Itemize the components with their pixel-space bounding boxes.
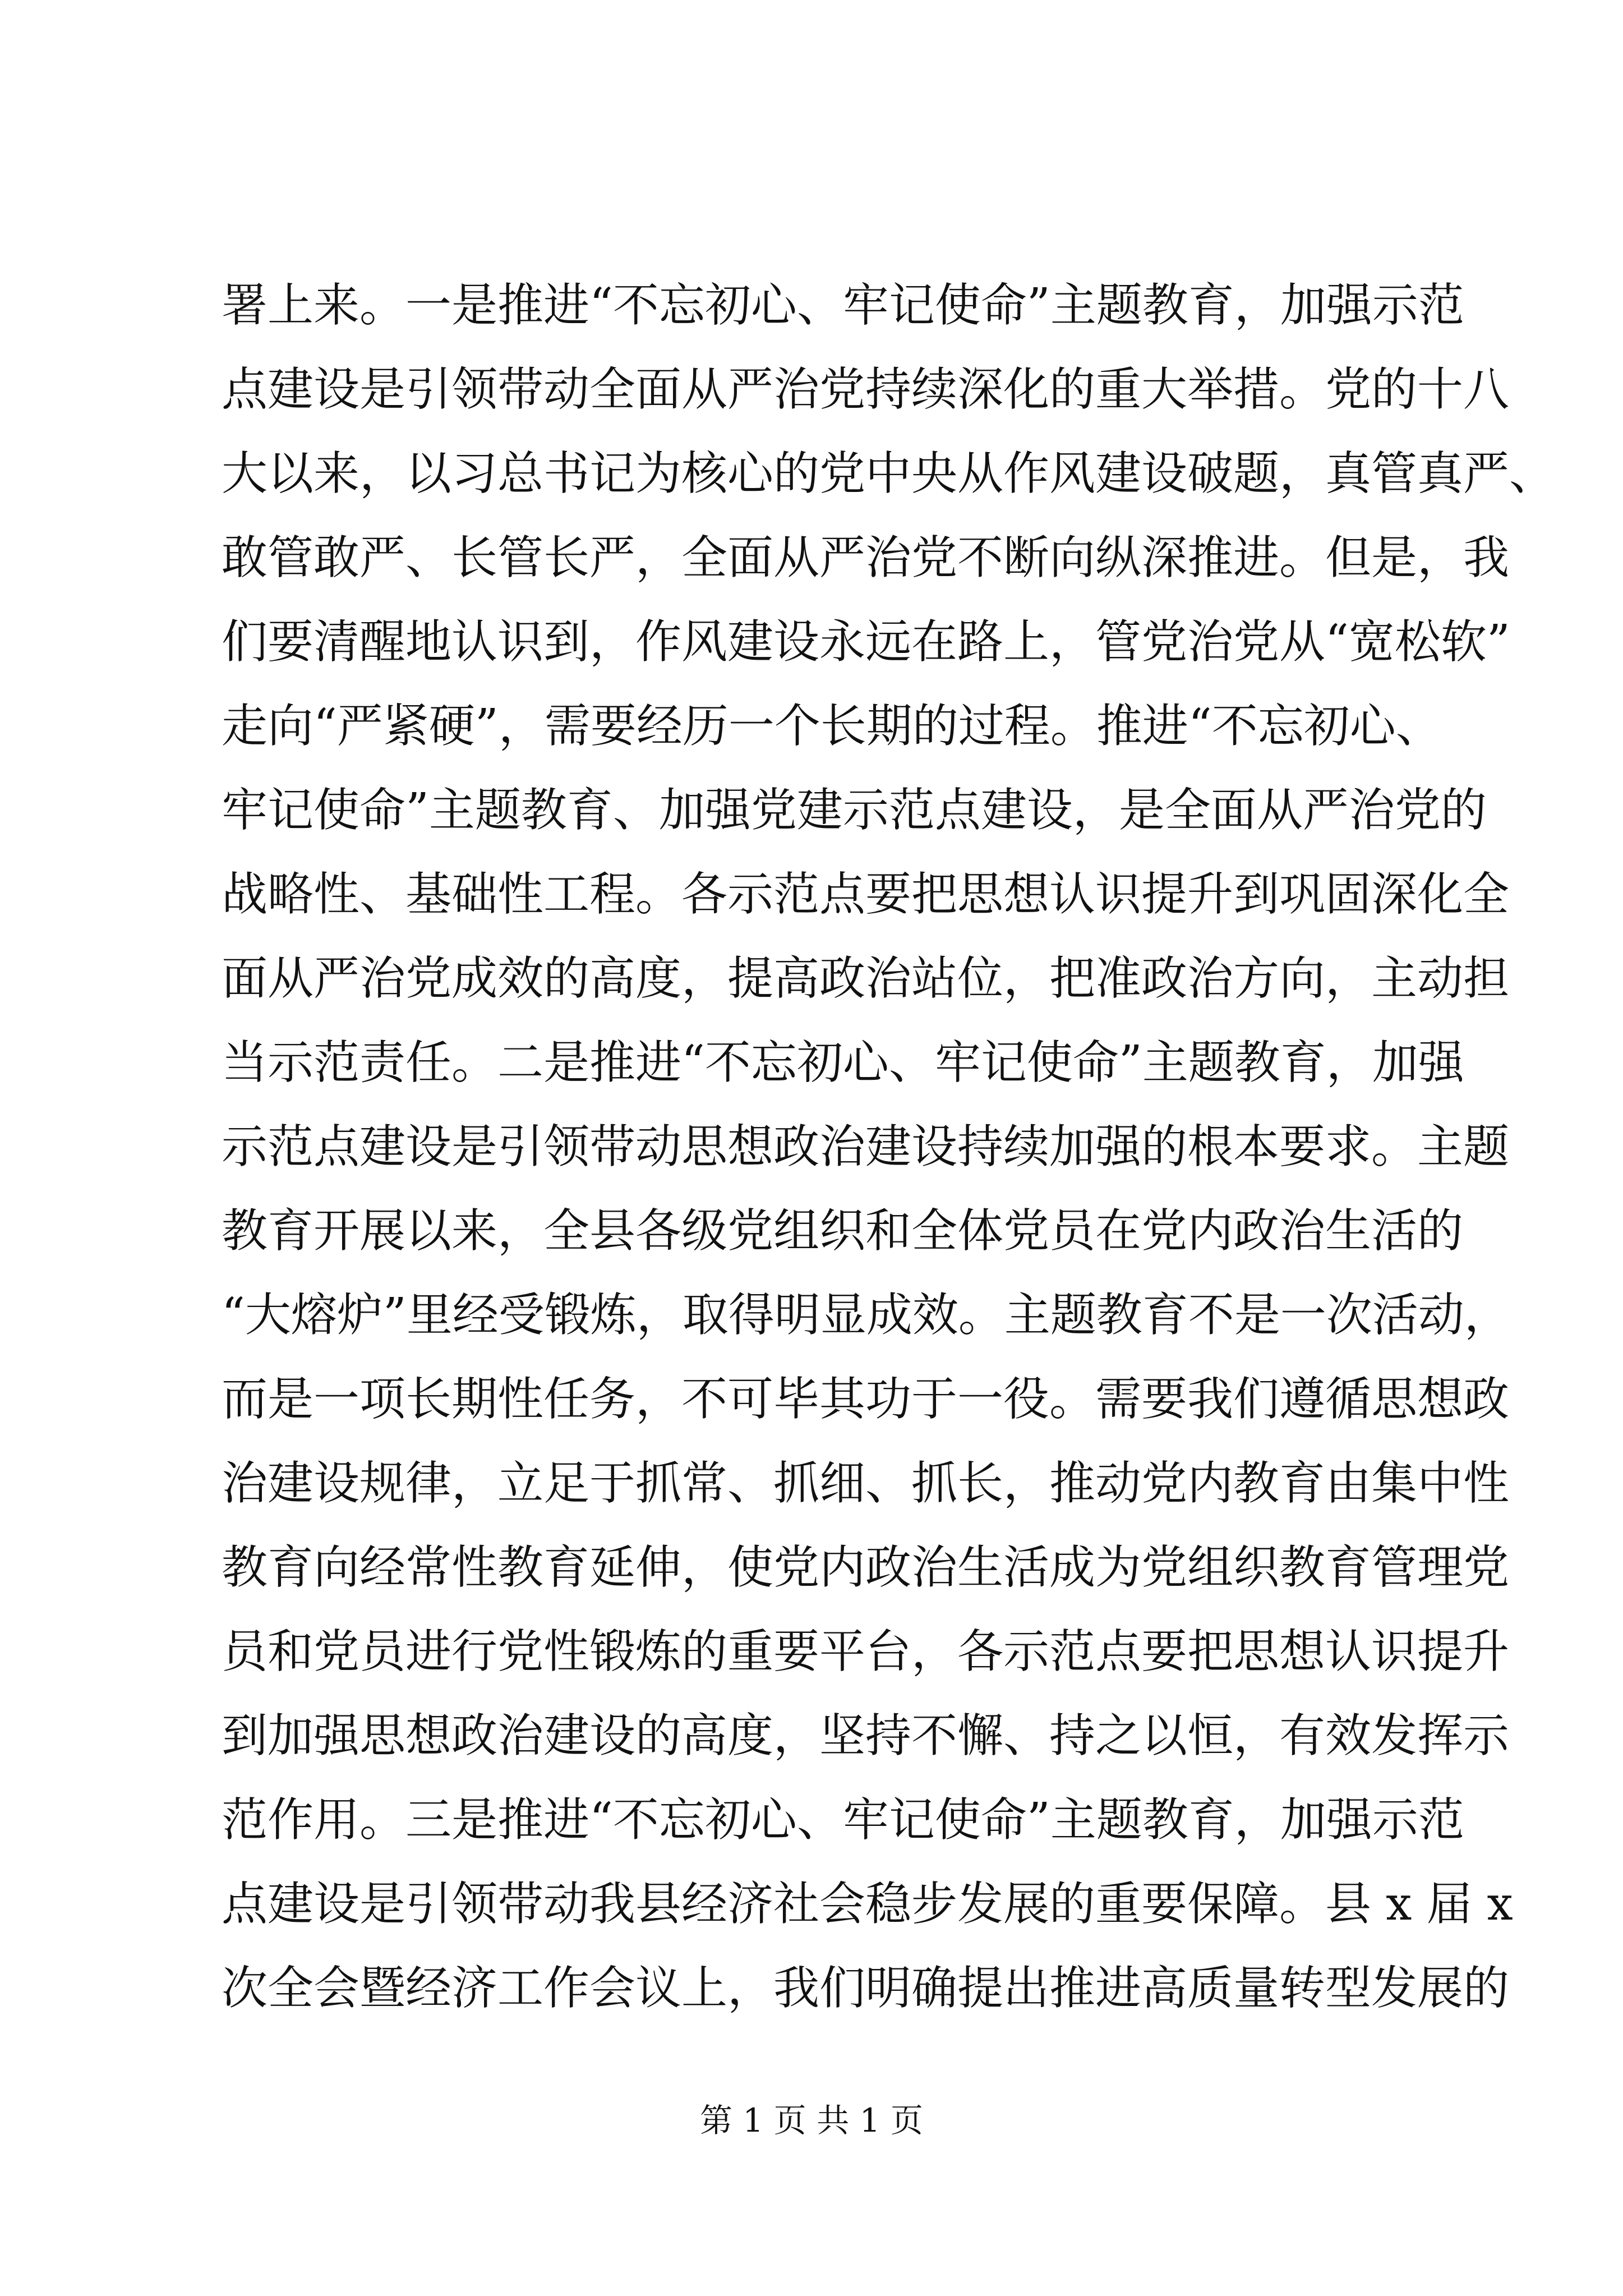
text-line: 治建设规律，立足于抓常、抓细、抓长，推动党内教育由集中性 — [222, 1457, 1510, 1510]
text-line: 次全会暨经济工作会议上，我们明确提出推进高质量转型发展的 — [222, 1962, 1510, 2015]
text-line: 牢记使命”主题教育、加强党建示范点建设，是全面从严治党的 — [222, 784, 1487, 837]
text-line: 示范点建设是引领带动思想政治建设持续加强的根本要求。主题 — [222, 1120, 1510, 1174]
text-line: 教育向经常性教育延伸，使党内政治生活成为党组织教育管理党 — [222, 1541, 1510, 1594]
text-line: 署上来。一是推进“不忘初心、牢记使命”主题教育，加强示范 — [222, 279, 1464, 332]
page-number: 第 1 页 共 1 页 — [700, 2101, 923, 2139]
text-line: 而是一项长期性任务，不可毕其功于一役。需要我们遵循思想政 — [222, 1373, 1510, 1426]
text-line: 范作用。三是推进“不忘初心、牢记使命”主题教育，加强示范 — [222, 1793, 1464, 1847]
text-line: 战略性、基础性工程。各示范点要把思想认识提升到巩固深化全 — [222, 868, 1510, 921]
text-line: 大以来，以习总书记为核心的党中央从作风建设破题，真管真严、 — [222, 447, 1556, 500]
text-line: 到加强思想政治建设的高度，坚持不懈、持之以恒，有效发挥示 — [222, 1709, 1510, 1763]
page-footer — [0, 2098, 1623, 2143]
text-line: 敢管敢严、长管长严，全面从严治党不断向纵深推进。但是，我 — [222, 531, 1510, 585]
text-line: 面从严治党成效的高度，提高政治站位，把准政治方向，主动担 — [222, 952, 1510, 1005]
text-line: 员和党员进行党性锻炼的重要平台，各示范点要把思想认识提升 — [222, 1625, 1510, 1678]
text-line: 当示范责任。二是推进“不忘初心、牢记使命”主题教育，加强 — [222, 1036, 1464, 1089]
text-line: 点建设是引领带动我县经济社会稳步发展的重要保障。县 x 届 x — [222, 1878, 1513, 1931]
text-line: “大熔炉”里经受锻炼，取得明显成效。主题教育不是一次活动， — [222, 1289, 1510, 1342]
text-line: 走向“严紧硬”，需要经历一个长期的过程。推进“不忘初心、 — [222, 700, 1442, 753]
body-paragraph — [222, 264, 1556, 2031]
text-line: 点建设是引领带动全面从严治党持续深化的重大举措。党的十八 — [222, 363, 1510, 416]
text-line: 教育开展以来，全县各级党组织和全体党员在党内政治生活的 — [222, 1204, 1464, 1258]
text-line: 们要清醒地认识到，作风建设永远在路上，管党治党从“宽松软” — [222, 615, 1510, 669]
